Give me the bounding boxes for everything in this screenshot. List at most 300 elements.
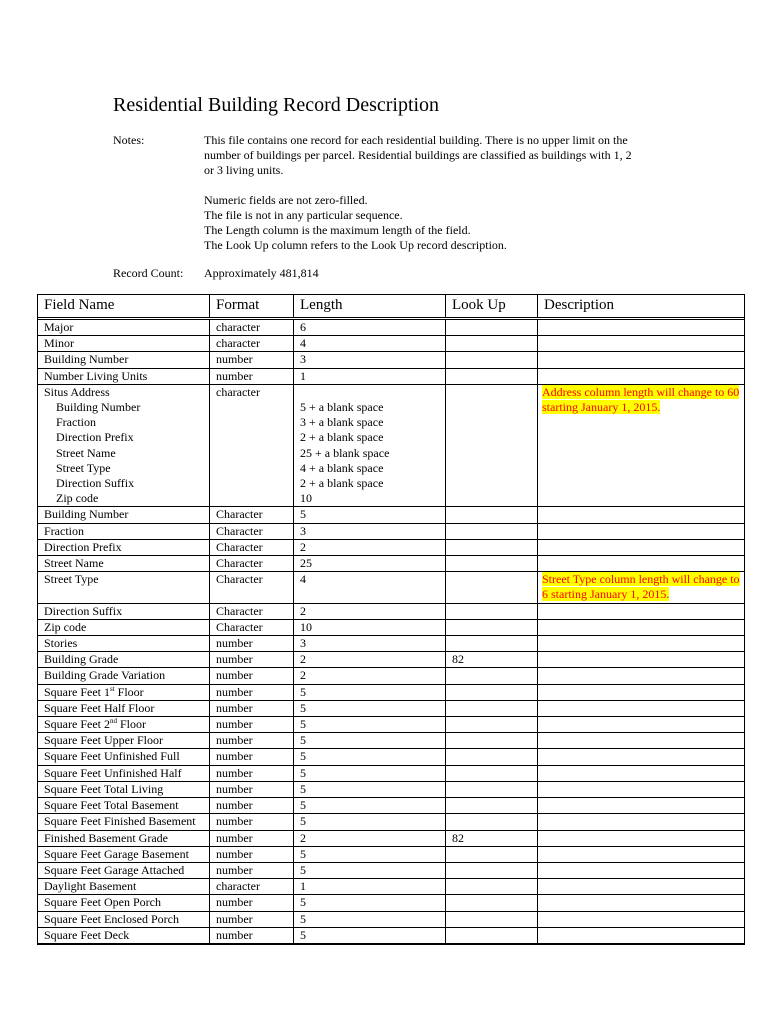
table-row (38, 749, 744, 765)
field-name-cell (38, 320, 210, 336)
length-value: 5 (300, 700, 306, 715)
format-value: number (216, 911, 253, 926)
lookup-spacer (452, 430, 537, 445)
field-name: Square Feet Unfinished Half (44, 765, 182, 780)
lookup-value (452, 320, 537, 335)
lookup-cell (446, 507, 538, 523)
lookup-spacer (452, 491, 537, 506)
lookup-cell (446, 766, 538, 782)
description-cell (538, 749, 744, 765)
length-cell (294, 572, 446, 603)
format-cell (210, 928, 294, 944)
description-cell (538, 782, 744, 798)
length-value: 5 (300, 765, 306, 780)
lookup-cell (446, 847, 538, 863)
notes-line: The Look Up column refers to the Look Up record description. (204, 238, 507, 253)
format-cell (210, 572, 294, 603)
length-cell (294, 847, 446, 863)
description-cell (538, 879, 744, 895)
length-value (300, 385, 445, 400)
format-value: number (216, 895, 253, 910)
length-value: 2 (300, 668, 306, 683)
length-value: 2 (300, 603, 306, 618)
format-value: number (216, 765, 253, 780)
field-name-cell (38, 352, 210, 368)
lookup-value (452, 556, 537, 571)
description-cell (538, 369, 744, 385)
lookup-cell (446, 831, 538, 847)
format-value: number (216, 652, 253, 667)
description-cell (538, 701, 744, 717)
format-value: number (216, 846, 253, 861)
lookup-cell (446, 798, 538, 814)
description-cell (538, 685, 744, 701)
lookup-value (452, 701, 537, 716)
lookup-cell (446, 540, 538, 556)
lookup-value (452, 717, 537, 732)
lookup-value (452, 814, 537, 829)
format-spacer (216, 430, 293, 445)
lookup-cell (446, 782, 538, 798)
subfield-length: 2 + a blank space (300, 430, 384, 445)
format-value: Character (216, 507, 263, 522)
length-cell (294, 336, 446, 352)
lookup-value (452, 507, 537, 522)
format-value: Character (216, 572, 263, 587)
field-name-cell (38, 895, 210, 911)
length-value: 3 (300, 636, 306, 651)
field-name: Square Feet Enclosed Porch (44, 911, 179, 926)
subfield-length: 5 + a blank space (300, 400, 384, 414)
description-cell (538, 385, 744, 508)
lookup-value (452, 385, 537, 400)
ordinal-suffix: st (109, 684, 115, 693)
format-spacer (216, 461, 293, 476)
lookup-cell (446, 604, 538, 620)
field-name-cell (38, 540, 210, 556)
length-value: 1 (300, 368, 306, 383)
table-row (38, 369, 744, 385)
field-name-cell (38, 766, 210, 782)
lookup-cell (446, 636, 538, 652)
format-value: number (216, 717, 253, 732)
field-name-cell (38, 863, 210, 879)
field-name: Square Feet Half Floor (44, 700, 155, 715)
format-value: number (216, 798, 253, 813)
header-length: Length (294, 295, 446, 317)
table-row (38, 507, 744, 523)
field-name-cell (38, 604, 210, 620)
format-value: Character (216, 619, 263, 634)
length-cell (294, 814, 446, 830)
format-cell (210, 749, 294, 765)
header-field-name: Field Name (38, 295, 210, 317)
field-name-cell (38, 620, 210, 636)
field-name-cell (38, 572, 210, 603)
description-cell (538, 928, 744, 944)
description-cell (538, 847, 744, 863)
lookup-value (452, 766, 537, 781)
format-cell (210, 733, 294, 749)
format-cell (210, 524, 294, 540)
lookup-value (452, 604, 537, 619)
table-row (38, 928, 744, 944)
lookup-value (452, 863, 537, 878)
description-cell (538, 814, 744, 830)
format-spacer (216, 476, 293, 491)
field-name: Number Living Units (44, 368, 148, 383)
lookup-cell (446, 320, 538, 336)
length-value: 5 (300, 862, 306, 877)
ordinal-suffix: nd (109, 717, 117, 726)
field-name: Situs Address (44, 384, 110, 399)
format-cell (210, 685, 294, 701)
table-row (38, 782, 744, 798)
field-name-cell (38, 928, 210, 944)
field-name: Daylight Basement (44, 879, 137, 894)
length-value: 5 (300, 911, 306, 926)
format-value: character (216, 879, 260, 894)
table-row (38, 636, 744, 652)
lookup-value (452, 879, 537, 894)
lookup-value (452, 352, 537, 367)
table-row (38, 572, 744, 603)
length-cell (294, 717, 446, 733)
lookup-value (452, 369, 537, 384)
length-value: 5 (300, 717, 306, 732)
format-cell (210, 369, 294, 385)
lookup-value (452, 524, 537, 539)
description-cell (538, 733, 744, 749)
lookup-cell (446, 668, 538, 684)
format-value: number (216, 668, 253, 683)
table-row (38, 798, 744, 814)
lookup-spacer (452, 446, 537, 461)
description-cell (538, 717, 744, 733)
table-row (38, 352, 744, 368)
lookup-cell (446, 385, 538, 508)
field-name-cell (38, 336, 210, 352)
format-value: Character (216, 603, 263, 618)
header-description: Description (544, 297, 614, 313)
length-value: 5 (300, 684, 306, 699)
format-value: number (216, 733, 253, 748)
length-cell (294, 652, 446, 668)
length-value: 5 (300, 846, 306, 861)
field-name: Square Feet Garage Basement (44, 846, 189, 861)
notes-line: Numeric fields are not zero-filled. (204, 192, 368, 207)
lookup-cell (446, 336, 538, 352)
length-value: 5 (300, 798, 306, 813)
field-name-cell (38, 814, 210, 830)
format-value: Character (216, 556, 263, 571)
format-value: character (216, 336, 260, 351)
length-cell (294, 604, 446, 620)
format-value: number (216, 368, 253, 383)
subfield-length: 3 + a blank space (300, 415, 384, 430)
description-cell (538, 320, 744, 336)
table-row (38, 895, 744, 911)
lookup-value: 82 (452, 830, 464, 845)
description-cell (538, 604, 744, 620)
length-cell (294, 912, 446, 928)
table-row (38, 336, 744, 352)
format-cell (210, 798, 294, 814)
format-value: number (216, 636, 253, 651)
lookup-cell (446, 863, 538, 879)
description-cell (538, 636, 744, 652)
lookup-spacer (452, 400, 537, 415)
length-cell (294, 749, 446, 765)
length-cell (294, 540, 446, 556)
row-spacer (300, 587, 445, 602)
subfield-length: 4 + a blank space (300, 460, 384, 475)
field-name: Square Feet 1 (44, 684, 110, 699)
length-cell (294, 782, 446, 798)
length-cell (294, 369, 446, 385)
lookup-value (452, 912, 537, 927)
format-value: number (216, 749, 253, 764)
length-cell (294, 524, 446, 540)
field-name-cell (38, 652, 210, 668)
field-name-cell (38, 507, 210, 523)
notes-paragraph-1 (204, 133, 674, 179)
field-name: Square Feet Open Porch (44, 895, 161, 910)
format-value: number (216, 927, 253, 942)
field-name-wrap (44, 717, 209, 732)
field-name: Finished Basement Grade (44, 830, 168, 845)
field-name-cell (38, 733, 210, 749)
length-cell (294, 507, 446, 523)
table-row (38, 620, 744, 636)
description-cell (538, 895, 744, 911)
lookup-cell (446, 556, 538, 572)
length-cell (294, 556, 446, 572)
format-cell (210, 814, 294, 830)
length-value: 2 (300, 830, 306, 845)
format-value: number (216, 352, 253, 367)
field-name: Square Feet Upper Floor (44, 733, 163, 748)
length-value: 5 (300, 814, 306, 829)
description-cell (538, 507, 744, 523)
row-spacer (44, 587, 209, 602)
field-name-cell (38, 717, 210, 733)
description-cell (538, 798, 744, 814)
format-value: character (216, 320, 260, 334)
length-cell (294, 685, 446, 701)
length-value: 5 (300, 749, 306, 764)
length-value: 10 (300, 619, 312, 634)
lookup-value (452, 540, 537, 555)
table-row (38, 701, 744, 717)
lookup-spacer (452, 415, 537, 430)
change-note: Address column length will change to 60 starting January 1, 2015. (542, 384, 740, 415)
field-name: Street Type (44, 572, 99, 587)
format-cell (210, 652, 294, 668)
field-name: Square Feet Total Living (44, 781, 164, 796)
length-value: 1 (300, 879, 306, 894)
notes-line: The file is not in any particular sequence. (204, 207, 403, 222)
length-cell (294, 895, 446, 911)
table-row (38, 604, 744, 620)
field-name-wrap (44, 685, 209, 700)
field-name-suffix: Floor (116, 717, 146, 732)
format-spacer (216, 491, 293, 506)
field-name: Zip code (44, 619, 87, 634)
format-spacer (216, 415, 293, 430)
field-name: Building Number (44, 352, 129, 367)
subfield-length: 10 (300, 491, 312, 506)
description-cell (538, 336, 744, 352)
length-cell (294, 701, 446, 717)
format-cell (210, 895, 294, 911)
table-row (38, 733, 744, 749)
subfield-length: 25 + a blank space (300, 445, 390, 460)
notes-text (204, 133, 674, 267)
length-cell (294, 352, 446, 368)
format-value: character (216, 384, 260, 399)
row-spacer (452, 587, 537, 602)
notes-line: This file contains one record for each residential building. There is no upper limit on the (204, 133, 628, 147)
format-cell (210, 620, 294, 636)
field-name-cell (38, 524, 210, 540)
lookup-cell (446, 814, 538, 830)
lookup-value (452, 572, 537, 587)
field-name-cell (38, 668, 210, 684)
lookup-cell (446, 895, 538, 911)
description-cell (538, 863, 744, 879)
field-name: Square Feet Deck (44, 927, 130, 942)
lookup-value (452, 685, 537, 700)
lookup-cell (446, 352, 538, 368)
length-cell (294, 928, 446, 944)
length-cell (294, 879, 446, 895)
length-value: 5 (300, 733, 306, 748)
format-cell (210, 847, 294, 863)
length-value: 4 (300, 336, 306, 351)
format-cell (210, 604, 294, 620)
field-name-cell (38, 749, 210, 765)
table-row (38, 556, 744, 572)
subfield-name: Street Type (56, 460, 111, 475)
subfield-name: Zip code (56, 491, 99, 506)
format-cell (210, 782, 294, 798)
format-cell (210, 336, 294, 352)
format-spacer (216, 446, 293, 461)
table-row (38, 912, 744, 928)
table-row (38, 685, 744, 701)
field-name-cell (38, 385, 210, 508)
field-name-cell (38, 782, 210, 798)
description-cell (538, 668, 744, 684)
format-cell (210, 701, 294, 717)
lookup-cell (446, 717, 538, 733)
table-row (38, 320, 744, 336)
length-value: 3 (300, 523, 306, 538)
description-cell (538, 352, 744, 368)
field-name: Building Grade Variation (44, 668, 166, 683)
notes-line: number of buildings per parcel. Residential buildings are classified as buildings with 1, 2 (204, 148, 632, 163)
field-name-cell (38, 831, 210, 847)
lookup-cell (446, 652, 538, 668)
format-cell (210, 668, 294, 684)
format-value: Character (216, 523, 263, 538)
length-cell (294, 668, 446, 684)
lookup-value: 82 (452, 652, 464, 667)
change-note: Street Type column length will change to 6 starting January 1, 2015. (542, 572, 740, 602)
field-name-cell (38, 369, 210, 385)
lookup-value (452, 620, 537, 635)
format-value: Character (216, 539, 263, 554)
lookup-spacer (452, 461, 537, 476)
table-row (38, 717, 744, 733)
field-name: Square Feet Finished Basement (44, 814, 196, 829)
subfield-length: 2 + a blank space (300, 476, 384, 491)
lookup-value (452, 733, 537, 748)
format-cell (210, 636, 294, 652)
format-cell (210, 385, 294, 508)
field-name-cell (38, 701, 210, 717)
format-cell (210, 507, 294, 523)
subfield-name: Building Number (56, 400, 141, 415)
field-name: Fraction (44, 523, 84, 538)
notes-label: Notes: (113, 133, 145, 147)
field-name: Direction Prefix (44, 539, 122, 554)
length-cell (294, 320, 446, 336)
field-name: Square Feet Unfinished Full (44, 749, 180, 764)
table-row (38, 668, 744, 684)
length-cell (294, 766, 446, 782)
lookup-cell (446, 912, 538, 928)
length-value: 5 (300, 895, 306, 910)
format-value: number (216, 700, 253, 715)
description-cell (538, 766, 744, 782)
description-cell (538, 912, 744, 928)
table-row (38, 766, 744, 782)
lookup-value (452, 928, 537, 943)
row-spacer (216, 587, 293, 602)
lookup-value (452, 749, 537, 764)
field-name-cell (38, 879, 210, 895)
format-value: number (216, 814, 253, 829)
length-cell (294, 636, 446, 652)
table-row (38, 540, 744, 556)
length-value: 4 (300, 572, 306, 587)
header-look-up: Look Up (446, 295, 538, 317)
field-table (37, 294, 745, 945)
length-cell (294, 798, 446, 814)
lookup-value (452, 636, 537, 651)
field-name: Building Grade (44, 652, 119, 667)
length-cell (294, 831, 446, 847)
field-name: Square Feet Total Basement (44, 798, 179, 813)
notes-line: The Length column is the maximum length of the field. (204, 222, 471, 237)
description-cell (538, 652, 744, 668)
length-value: 6 (300, 320, 306, 334)
field-name-cell (38, 685, 210, 701)
lookup-cell (446, 620, 538, 636)
lookup-cell (446, 369, 538, 385)
lookup-cell (446, 701, 538, 717)
length-value: 5 (300, 927, 306, 942)
lookup-cell (446, 733, 538, 749)
length-value: 2 (300, 539, 306, 554)
subfield-name: Street Name (56, 445, 116, 460)
table-row (38, 879, 744, 895)
field-name: Square Feet 2 (44, 717, 110, 732)
length-value: 3 (300, 352, 306, 367)
length-cell (294, 620, 446, 636)
